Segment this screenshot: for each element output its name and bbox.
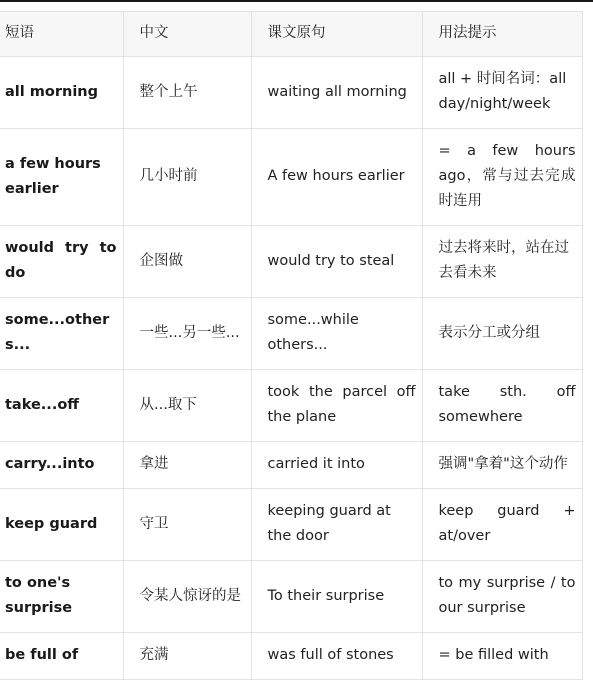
cell-chinese: 充满 — [123, 633, 251, 680]
cell-sentence: To their surprise — [251, 561, 422, 633]
cell-phrase: some...others... — [0, 298, 123, 370]
header-chinese: 中文 — [123, 12, 251, 57]
cell-hint: keep guard + at/over — [422, 489, 582, 561]
phrase-table — [0, 11, 583, 680]
table-row — [0, 57, 582, 129]
cell-chinese: 守卫 — [123, 489, 251, 561]
table-row — [0, 561, 582, 633]
top-rule — [0, 0, 593, 2]
cell-hint: = a few hours ago，常与过去完成时连用 — [422, 129, 582, 226]
cell-chinese: 一些...另一些... — [123, 298, 251, 370]
cell-hint: take sth. off somewhere — [422, 370, 582, 442]
cell-sentence: some...while others... — [251, 298, 422, 370]
cell-chinese: 企图做 — [123, 226, 251, 298]
cell-chinese: 令某人惊讶的是 — [123, 561, 251, 633]
cell-phrase: be full of — [0, 633, 123, 680]
cell-chinese: 从...取下 — [123, 370, 251, 442]
cell-hint: all + 时间名词：all day/night/week — [422, 57, 582, 129]
cell-phrase: keep guard — [0, 489, 123, 561]
header-sentence: 课文原句 — [251, 12, 422, 57]
cell-phrase: to one's surprise — [0, 561, 123, 633]
cell-phrase: a few hours earlier — [0, 129, 123, 226]
cell-sentence: waiting all morning — [251, 57, 422, 129]
cell-phrase: carry...into — [0, 442, 123, 489]
cell-chinese: 几小时前 — [123, 129, 251, 226]
table-row — [0, 370, 582, 442]
cell-sentence: was full of stones — [251, 633, 422, 680]
table-row — [0, 298, 582, 370]
cell-phrase: take...off — [0, 370, 123, 442]
cell-sentence: took the parcel off the plane — [251, 370, 422, 442]
cell-sentence: would try to steal — [251, 226, 422, 298]
cell-hint: to my surprise / to our surprise — [422, 561, 582, 633]
cell-hint: 强调"拿着"这个动作 — [422, 442, 582, 489]
table-row — [0, 442, 582, 489]
table-header-row — [0, 12, 582, 57]
cell-phrase: would try to do — [0, 226, 123, 298]
cell-sentence: keeping guard at the door — [251, 489, 422, 561]
table-row — [0, 129, 582, 226]
table-row — [0, 489, 582, 561]
cell-sentence: carried it into — [251, 442, 422, 489]
cell-chinese: 整个上午 — [123, 57, 251, 129]
header-hint: 用法提示 — [422, 12, 582, 57]
cell-sentence: A few hours earlier — [251, 129, 422, 226]
cell-hint: 过去将来时，站在过去看未来 — [422, 226, 582, 298]
cell-chinese: 拿进 — [123, 442, 251, 489]
cell-hint: 表示分工或分组 — [422, 298, 582, 370]
table-row — [0, 226, 582, 298]
header-phrase: 短语 — [0, 12, 123, 57]
cell-hint: = be filled with — [422, 633, 582, 680]
table-row — [0, 633, 582, 680]
cell-phrase: all morning — [0, 57, 123, 129]
